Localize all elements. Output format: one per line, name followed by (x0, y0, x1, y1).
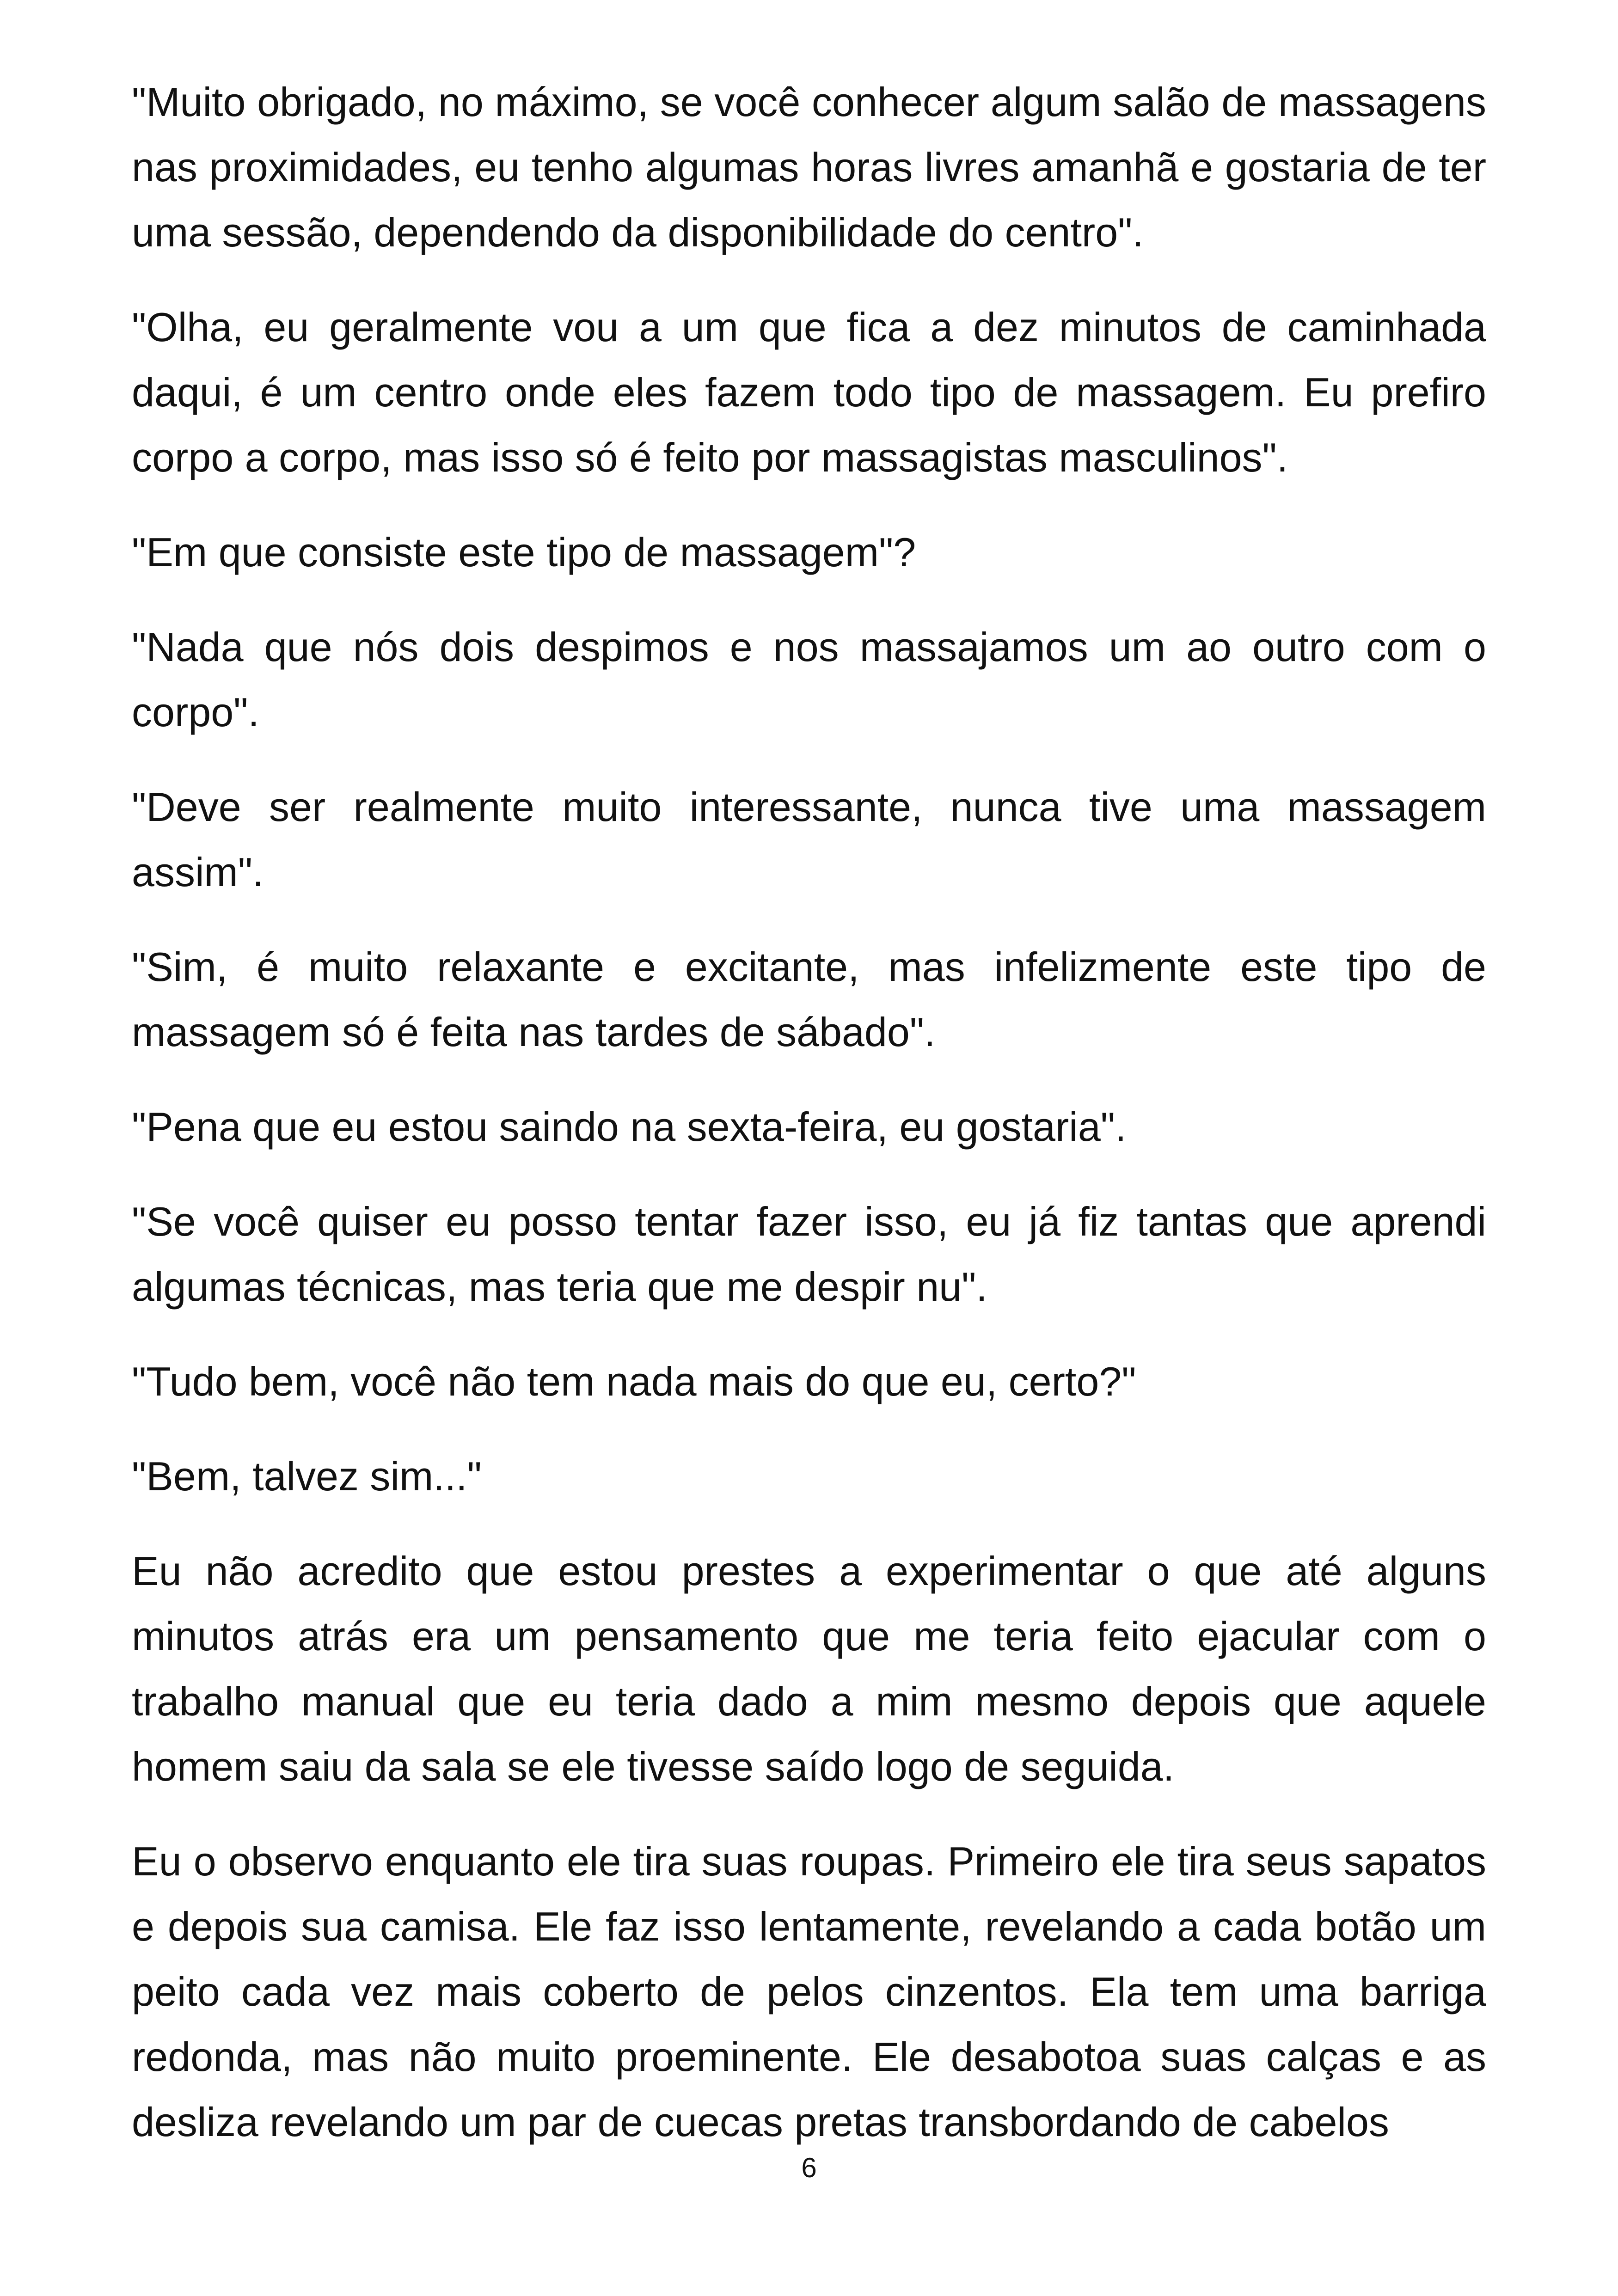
paragraph: "Nada que nós dois despimos e nos massajamos um ao outro com o corpo". (132, 624, 1486, 735)
paragraph: "Olha, eu geralmente vou a um que fica a dez minutos de caminhada daqui, é um centro onde eles fazem todo tipo de massagem. Eu prefiro corpo a corpo, mas isso só é feito por massagistas masculinos". (132, 304, 1486, 480)
paragraph: Eu o observo enquanto ele tira suas roupas. Primeiro ele tira seus sapatos e depois sua camisa. Ele faz isso lentamente, revelando a cada botão um peito cada vez mais coberto de pelos cinzentos. Ela tem uma barriga redonda, mas não muito proeminente. Ele desabotoa suas calças e as desliza revelando um par de cuecas pretas transbordando de cabelos (132, 1838, 1486, 2145)
page-number: 6 (801, 2152, 817, 2183)
paragraph: "Deve ser realmente muito interessante, nunca tive uma massagem assim". (132, 784, 1486, 895)
body-text (132, 69, 1486, 2184)
paragraph: "Se você quiser eu posso tentar fazer isso, eu já fiz tantas que aprendi algumas técnicas, mas teria que me despir nu". (132, 1199, 1486, 1310)
paragraph: "Tudo bem, você não tem nada mais do que eu, certo?" (132, 1359, 1136, 1404)
paragraph: "Muito obrigado, no máximo, se você conhecer algum salão de massagens nas proximidades, eu tenho algumas horas livres amanhã e gostaria de ter uma sessão, dependendo da disponibilidade do centro". (132, 79, 1486, 255)
paragraph: "Em que consiste este tipo de massagem"? (132, 529, 916, 575)
paragraph: "Sim, é muito relaxante e excitante, mas infelizmente este tipo de massagem só é feita nas tardes de sábado". (132, 944, 1486, 1055)
paragraph: Eu não acredito que estou prestes a experimentar o que até alguns minutos atrás era um pensamento que me teria feito ejacular com o trabalho manual que eu teria dado a mim mesmo depois que aquele homem saiu da sala se ele tivesse saído logo de seguida. (132, 1548, 1486, 1789)
paragraph: "Bem, talvez sim..." (132, 1453, 482, 1499)
paragraph: "Pena que eu estou saindo na sexta-feira, eu gostaria". (132, 1104, 1127, 1150)
